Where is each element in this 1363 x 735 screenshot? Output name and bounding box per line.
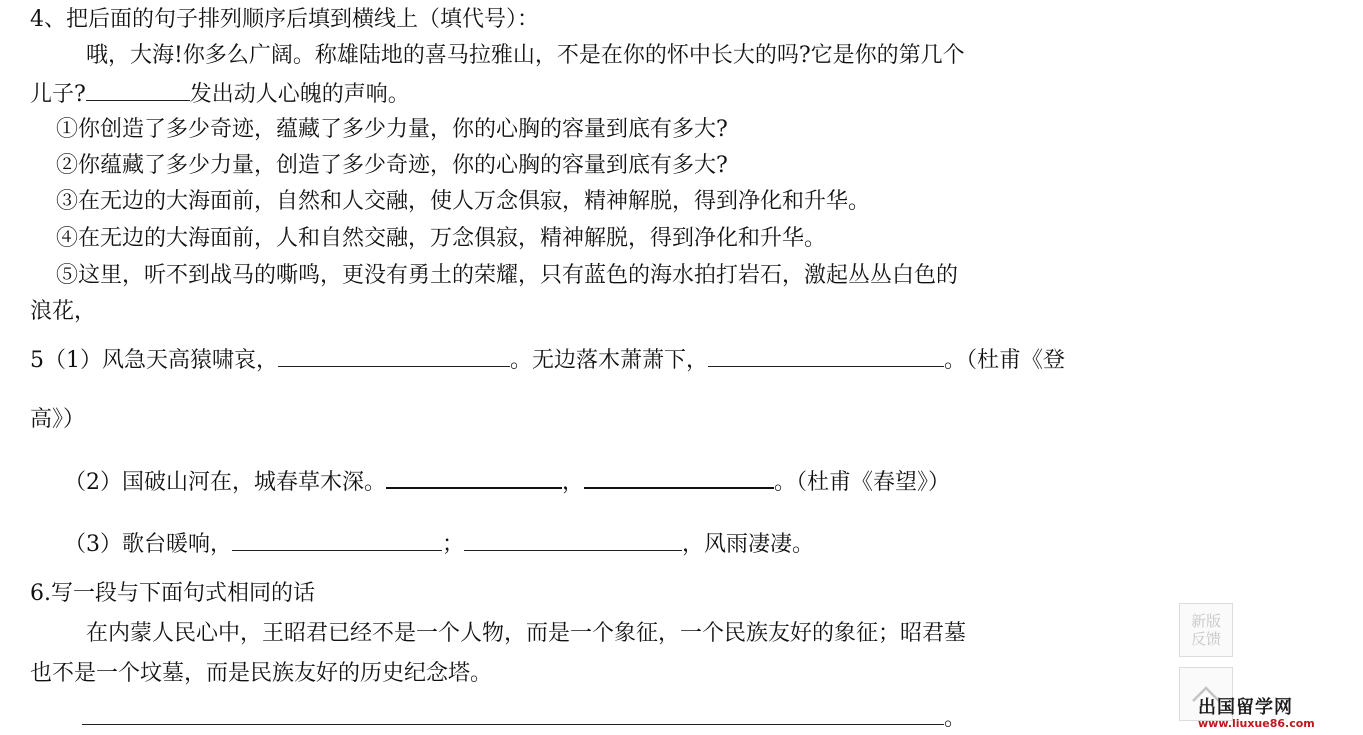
q4-answer-blank[interactable]	[86, 80, 190, 101]
q4-option-1: ①你创造了多少奇迹，蕴藏了多少力量，你的心胸的容量到底有多大?	[56, 117, 728, 142]
q5-p2-text-b: ，	[562, 470, 585, 495]
q6-answer-end: 。	[944, 706, 967, 731]
watermark-url: www.liuxue86.com	[1198, 717, 1315, 730]
q6-answer-line	[82, 704, 966, 733]
q5-part1-cont: 高》）	[30, 407, 86, 432]
q4-option-5: ⑤这里，听不到战马的嘶鸣，更没有勇土的荣耀，只有蓝色的海水拍打岩石，激起丛丛白色的	[56, 263, 959, 288]
q5-part1	[30, 346, 1065, 375]
q5-p3-text-c: ，风雨凄凄。	[682, 532, 815, 557]
q5-p1-text-c: 。（杜甫《登	[944, 348, 1066, 373]
q5-part3	[64, 530, 814, 559]
q4-paragraph-line2	[30, 80, 410, 109]
q5-p1-blank-2[interactable]	[708, 346, 944, 367]
q6-example-line2: 也不是一个坟墓，而是民族友好的历史纪念塔。	[30, 661, 493, 686]
q5-p1-text-b: 。无边落木萧萧下，	[510, 348, 709, 373]
feedback-button[interactable]	[1179, 603, 1233, 657]
q4-para-start: 儿子?	[30, 82, 86, 107]
q4-para-end: 发出动人心魄的声响。	[189, 82, 410, 107]
q5-p3-text-b: ；	[442, 532, 465, 557]
q4-option-4: ④在无边的大海面前，人和自然交融，万念俱寂，精神解脱，得到净化和升华。	[56, 226, 827, 251]
q5-p2-blank-2[interactable]	[584, 467, 774, 489]
feedback-label: 新版反馈	[1190, 612, 1221, 648]
q4-option-2: ②你蕴藏了多少力量，创造了多少奇迹，你的心胸的容量到底有多大?	[56, 153, 728, 178]
q4-option-3: ③在无边的大海面前，自然和人交融，使人万念俱寂，精神解脱，得到净化和升华。	[56, 189, 871, 214]
watermark-name: 出国留学网	[1198, 697, 1293, 718]
q5-p3-text-a: （3）歌台暖响，	[64, 532, 232, 557]
q6-example-line1: 在内蒙人民心中，王昭君已经不是一个人物，而是一个象征，一个民族友好的象征；昭君墓	[86, 621, 967, 646]
q5-p3-blank-2[interactable]	[464, 530, 682, 551]
q4-option-5-cont: 浪花，	[30, 299, 97, 324]
q5-p2-text-c: 。（杜甫《春望》）	[774, 470, 951, 495]
q5-p1-text-a: 5（1）风急天高猿啸哀，	[30, 348, 278, 373]
q5-p2-text-a: （2）国破山河在，城春草木深。	[64, 470, 386, 495]
q6-answer-blank[interactable]	[82, 704, 944, 725]
q4-title: 4、把后面的句子排列顺序后填到横线上（填代号）：	[30, 7, 539, 32]
q6-title: 6.写一段与下面句式相同的话	[30, 581, 315, 606]
q5-part2	[64, 467, 950, 497]
site-watermark	[1198, 698, 1363, 730]
q5-p2-blank-1[interactable]	[386, 467, 562, 489]
q5-p3-blank-1[interactable]	[232, 530, 442, 551]
q5-p1-blank-1[interactable]	[278, 346, 510, 367]
q4-paragraph-line1: 哦，大海!你多么广阔。称雄陆地的喜马拉雅山，不是在你的怀中长大的吗?它是你的第几个	[86, 43, 965, 68]
